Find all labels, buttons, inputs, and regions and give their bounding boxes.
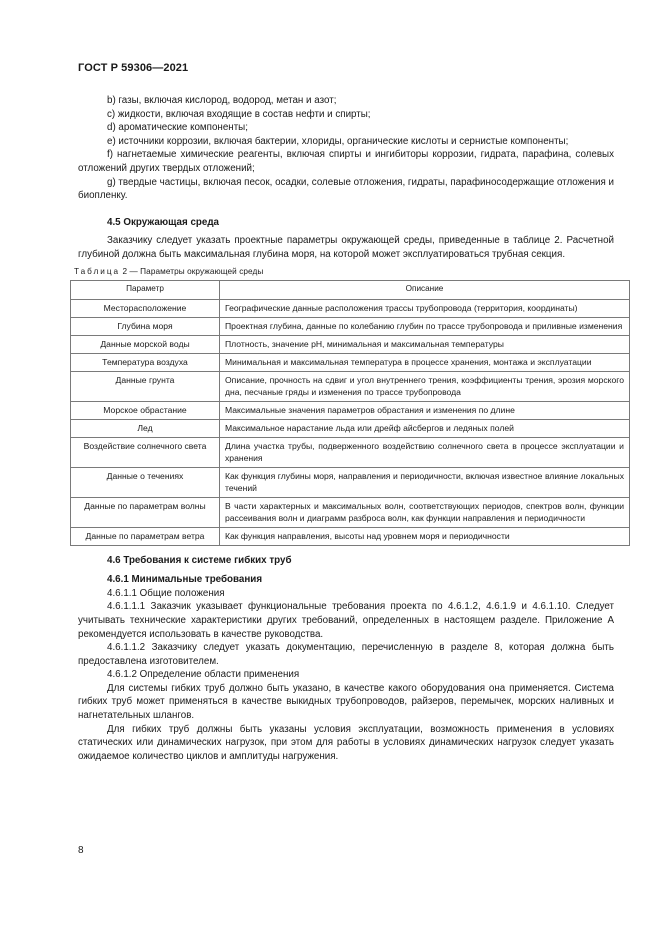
desc-cell: Описание, прочность на сдвиг и угол внутреннего трения, коэффициенты трения, эрозия морского дна, песчаные гряды и изменения по трассе трубопровода: [220, 371, 630, 401]
param-cell: Данные по параметрам ветра: [71, 527, 220, 545]
subsection-title-4-6-1-2: 4.6.1.2 Определение области применения: [107, 669, 300, 681]
paragraph-4-6-1-1-2: 4.6.1.1.2 Заказчику следует указать документацию, перечисленную в разделе 8, которая должна быть предоставлена изготовителем.: [78, 642, 614, 667]
desc-cell: Длина участка трубы, подверженного воздействию солнечного света в процессе эксплуатации и хранения: [220, 437, 630, 467]
table-row: [71, 437, 630, 467]
section-4-5-intro: Заказчику следует указать проектные параметры окружающей среды, приведенные в таблице 2. Расчетной глубиной должна быть максимальная глубина моря, на которой может эксплуатироваться трубная секция.: [78, 235, 614, 260]
table-row: [71, 353, 630, 371]
table-row: [71, 335, 630, 353]
list-item-b: b) газы, включая кислород, водород, метан и азот;: [107, 95, 337, 106]
table-row: [71, 371, 630, 401]
table-row: [71, 527, 630, 545]
table-row: [71, 317, 630, 335]
section-heading-4-6: 4.6 Требования к системе гибких труб: [107, 554, 292, 566]
desc-cell: В части характерных и максимальных волн, соответствующих периодов, спектров волн, функции рассеивания волн и диаграмм разброса волн, как функции направления и периодичности: [220, 497, 630, 527]
paragraph-4-6-1-1-1: 4.6.1.1.1 Заказчик указывает функциональные требования проекта по 4.6.1.2, 4.6.1.9 и 4.6.1.10. Следует учитывать технические характеристики других требований, определенных в настоящем разделе. Приложение А рекомендуется использовать в качестве руководства.: [78, 601, 614, 640]
page-number: 8: [78, 845, 84, 856]
desc-cell: Минимальная и максимальная температура в процессе хранения, монтажа и эксплуатации: [220, 353, 630, 371]
table-row: [71, 419, 630, 437]
list-item-c: c) жидкости, включая входящие в состав нефти и спирты;: [107, 108, 371, 120]
column-header-parameter: Параметр: [71, 280, 220, 299]
desc-cell: Географические данные расположения трассы трубопровода (территория, координаты): [220, 299, 630, 317]
desc-cell: Как функция направления, высоты над уровнем моря и периодичности: [220, 527, 630, 545]
param-cell: Месторасположение: [71, 299, 220, 317]
param-cell: Температура воздуха: [71, 353, 220, 371]
table-header-row: [71, 280, 630, 299]
desc-cell: Проектная глубина, данные по колебанию глубин по трассе трубопровода и приливные изменения: [220, 317, 630, 335]
desc-cell: Максимальные значения параметров обрастания и изменения по длине: [220, 401, 630, 419]
list-item-g: g) твердые частицы, включая песок, осадки, солевые отложения, гидраты, парафиносодержащие отложения и биопленку.: [78, 176, 615, 202]
paragraph-application-2: Для гибких труб должны быть указаны условия эксплуатации, возможность применения в условиях статических или динамических нагрузок, при этом для работы в условиях динамических нагрузок следует указать ожидаемое количество циклов и амплитуды нагружения.: [78, 723, 614, 762]
param-cell: Лед: [71, 419, 220, 437]
list-item-f: f) нагнетаемые химические реагенты, включая спирты и ингибиторы коррозии, гидрата, парафина, солевых отложений других твердых отложений;: [78, 149, 614, 174]
table-row: [71, 497, 630, 527]
subsection-title-4-6-1-1: 4.6.1.1 Общие положения: [107, 587, 225, 599]
subsection-heading-4-6-1: 4.6.1 Минимальные требования: [107, 574, 263, 586]
desc-cell: Как функция глубины моря, направления и периодичности, включая известное влияние локальных течений: [220, 467, 630, 497]
param-cell: Воздействие солнечного света: [71, 437, 220, 467]
desc-cell: Плотность, значение pH, минимальная и максимальная температуры: [220, 335, 630, 353]
column-header-description: Описание: [220, 280, 630, 299]
list-item-d: d) ароматические компоненты;: [107, 122, 248, 134]
table-caption-title: 2 — Параметры окружающей среды: [120, 266, 264, 276]
environment-parameters-table: [70, 280, 630, 546]
param-cell: Данные грунта: [71, 371, 220, 401]
list-block: [78, 94, 614, 203]
document-header: ГОСТ Р 59306—2021: [78, 62, 189, 74]
paragraph-application-1: Для системы гибких труб должно быть указано, в качестве какого оборудования она применяется. Система гибких труб может применяться в качестве выкидных трубопроводов, райзеров, перемычек, морских наливных и нагнетательных шлангов.: [78, 682, 614, 722]
param-cell: Морское обрастание: [71, 401, 220, 419]
table-row: [71, 401, 630, 419]
param-cell: Данные о течениях: [71, 467, 220, 497]
list-item-e: e) источники коррозии, включая бактерии, хлориды, органические кислоты и сернистые компоненты;: [107, 135, 569, 147]
desc-cell: Максимальное нарастание льда или дрейф айсбергов и ледяных полей: [220, 419, 630, 437]
table-row: [71, 467, 630, 497]
section-heading-4-5: 4.5 Окружающая среда: [107, 216, 219, 228]
table-caption-label: Таблица: [74, 266, 121, 276]
table-row: [71, 299, 630, 317]
param-cell: Данные морской воды: [71, 335, 220, 353]
param-cell: Данные по параметрам волны: [71, 497, 220, 527]
table-caption: [74, 266, 610, 277]
param-cell: Глубина моря: [71, 317, 220, 335]
page-content: [74, 94, 624, 763]
